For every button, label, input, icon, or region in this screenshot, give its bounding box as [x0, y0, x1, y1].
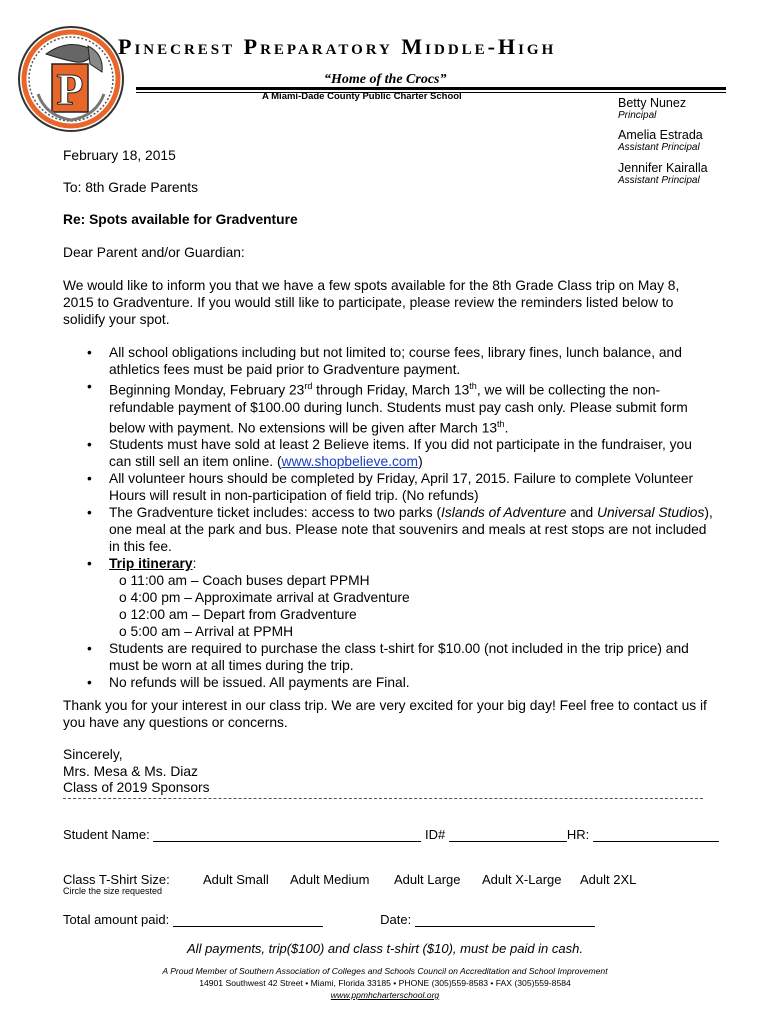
student-name-field[interactable]: [153, 828, 421, 842]
list-item: [63, 674, 713, 691]
letter-salutation: Dear Parent and/or Guardian:: [63, 245, 245, 260]
bullet-text: , we will be collecting the non-refundable payment of $100.00 during lunch. Students must pay cash only. Please submit form below with payment. No extensions will be given after March 13: [109, 382, 688, 436]
hr-label: HR:: [566, 827, 590, 842]
footer-address: 14901 Southwest 42 Street • Miami, Florida 33185 • PHONE (305)559-8583 • FAX (305)559-8584: [199, 978, 571, 988]
itinerary-item: o 11:00 am – Coach buses depart PPMH: [119, 573, 370, 589]
letter-subject: Re: Spots available for Gradventure: [63, 212, 298, 227]
footer-website[interactable]: www.ppmhcharterschool.org: [330, 990, 440, 1000]
size-option-medium[interactable]: Adult Medium: [290, 872, 370, 887]
size-option-2xl[interactable]: Adult 2XL: [580, 872, 637, 887]
bullet-text: ): [418, 454, 423, 470]
student-info-row: [63, 827, 719, 842]
tshirt-label: Class T-Shirt Size:: [63, 872, 170, 887]
bullet-text: No refunds will be issued. All payments are Final.: [109, 675, 410, 691]
school-logo: [16, 24, 126, 134]
bullet-text: All school obligations including but not limited to; course fees, library fines, lunch balance, and athletics fees must be paid prior to Gradventure payment.: [109, 345, 682, 377]
tshirt-note: Circle the size requested: [63, 886, 163, 896]
list-item: [63, 378, 713, 436]
cash-note: All payments, trip($100) and class t-shirt ($10), must be paid in cash.: [187, 941, 583, 956]
bullet-text: Beginning Monday, February 23: [109, 382, 305, 398]
size-option-small[interactable]: Adult Small: [203, 872, 269, 887]
date-field[interactable]: [415, 913, 595, 927]
payment-row: [63, 912, 595, 927]
letter-intro: We would like to inform you that we have a few spots available for the 8th Grade Class trip on May 8, 2015 to Gradventure. If you would still like to participate, please review the reminders listed below to solidify your spot.: [63, 278, 680, 327]
list-item: [63, 470, 713, 504]
bullet-text: and: [566, 505, 598, 521]
bullet-text: All volunteer hours should be completed by Friday, April 17, 2015. Failure to complete Volunteer Hours will result in non-participation of field trip. (No refunds): [109, 471, 694, 504]
itinerary-heading: Trip itinerary: [109, 556, 193, 572]
school-motto: “Home of the Crocs”: [324, 72, 447, 87]
footer-accreditation: A Proud Member of Southern Association of Colleges and Schools Council on Accreditation and School Improvement: [162, 966, 608, 976]
itinerary-item: o 4:00 pm – Approximate arrival at Gradventure: [119, 590, 410, 606]
list-item: [63, 555, 713, 640]
bullet-text: .: [504, 420, 509, 436]
superscript: th: [469, 381, 477, 391]
park-name: Universal Studios: [597, 505, 705, 521]
size-option-xlarge[interactable]: Adult X-Large: [482, 872, 562, 887]
list-item: [63, 640, 713, 674]
school-name: Pinecrest Preparatory Middle-High: [118, 34, 557, 59]
signoff: Sincerely,: [63, 747, 123, 762]
superscript: rd: [304, 381, 313, 391]
itinerary-item: o 5:00 am – Arrival at PPMH: [119, 624, 294, 640]
staff-name: Amelia Estrada: [618, 128, 703, 142]
list-item: [63, 344, 713, 378]
hr-field[interactable]: [593, 828, 719, 842]
reminder-list: [63, 344, 713, 691]
closing-paragraph: Thank you for your interest in our class trip. We are very excited for your big day! Feel free to contact us if you have any questions or concerns.: [63, 698, 707, 730]
letter-date: February 18, 2015: [63, 148, 176, 163]
bullet-text: Students are required to purchase the class t-shirt for $10.00 (not included in the trip price) and must be worn at all times during the trip.: [109, 641, 689, 674]
student-name-label: Student Name:: [63, 827, 150, 842]
staff-title: Assistant Principal: [618, 142, 700, 153]
staff-title: Assistant Principal: [618, 175, 700, 186]
header-rule: [136, 87, 726, 90]
bullet-text: through Friday, March 13: [312, 382, 470, 398]
park-name: Islands of Adventure: [441, 505, 567, 521]
staff-assistant-principal-2: [618, 161, 708, 186]
list-item: [63, 504, 713, 555]
total-paid-field[interactable]: [173, 913, 323, 927]
signers: Mrs. Mesa & Ms. Diaz: [63, 764, 198, 779]
itinerary-item: o 12:00 am – Depart from Gradventure: [119, 607, 357, 623]
staff-name: Jennifer Kairalla: [618, 161, 708, 175]
list-item: [63, 436, 713, 470]
date-label: Date:: [380, 912, 412, 927]
id-field[interactable]: [449, 828, 567, 842]
superscript: th: [497, 418, 505, 429]
bullet-text: The Gradventure ticket includes: access to two parks (: [109, 505, 442, 521]
size-option-large[interactable]: Adult Large: [394, 872, 461, 887]
total-paid-label: Total amount paid:: [63, 912, 170, 927]
bullet-text: Students must have sold at least 2 Believe items. If you did not participate in the fundraiser, you can still sell an item online. (: [109, 437, 692, 470]
logo-letter: P: [56, 65, 84, 114]
staff-principal: [618, 96, 686, 121]
bullet-text: ), one meal at the park and bus. Please note that souvenirs and meals at rest stops are not included in this fee.: [109, 505, 713, 555]
staff-assistant-principal-1: [618, 128, 703, 153]
id-label: ID#: [424, 827, 446, 842]
bullet-text: :: [192, 556, 197, 572]
letter-recipient: To: 8th Grade Parents: [63, 180, 198, 195]
staff-name: Betty Nunez: [618, 96, 687, 110]
cut-line: [63, 798, 703, 799]
staff-title: Principal: [618, 110, 657, 121]
charter-line: A Miami-Dade County Public Charter School: [262, 91, 462, 102]
signer-role: Class of 2019 Sponsors: [63, 780, 210, 795]
shopbelieve-link[interactable]: www.shopbelieve.com: [281, 454, 419, 470]
